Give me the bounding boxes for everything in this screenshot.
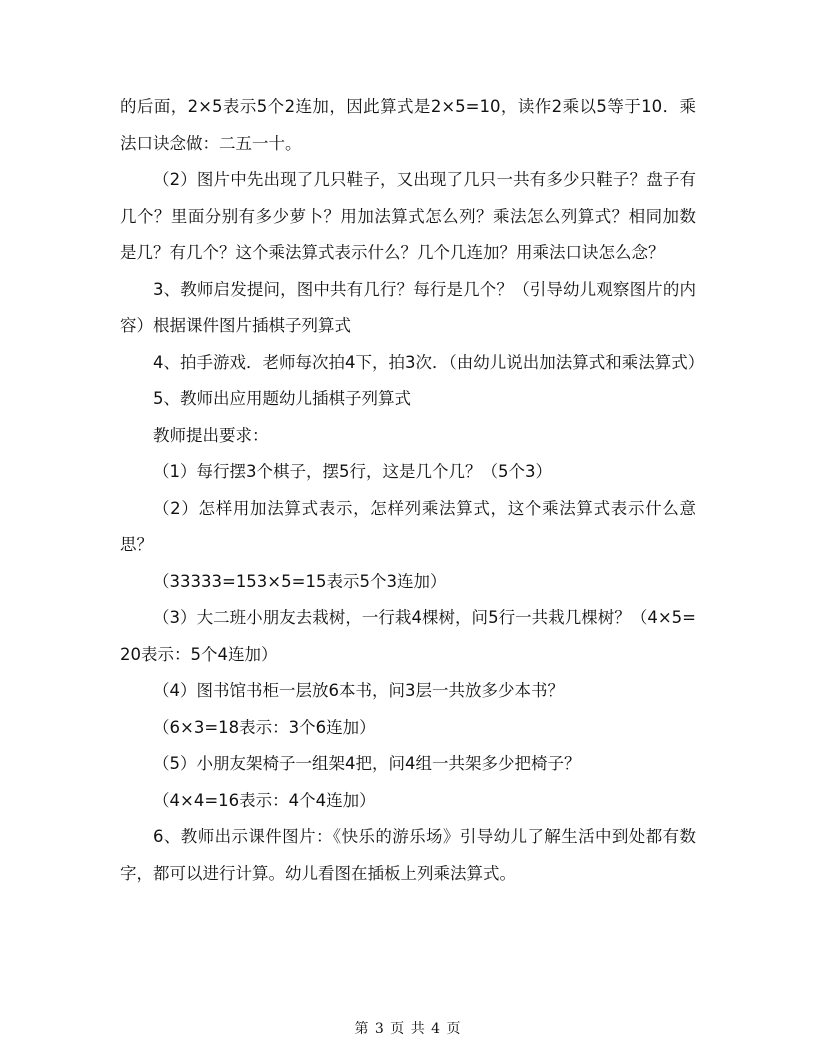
paragraph: 3、教师启发提问，图中共有几行？每行是几个？（引导幼儿观察图片的内容）根据课件图片插棋子列算式 bbox=[120, 279, 696, 335]
paragraph: （4）图书馆书柜一层放6本书，问3层一共放多少本书？ bbox=[153, 681, 564, 700]
paragraph: （2）怎样用加法算式表示，怎样列乘法算式，这个乘法算式表示什么意思？ bbox=[120, 498, 696, 554]
paragraph: 6、教师出示课件图片：《快乐的游乐场》引导幼儿了解生活中到处都有数字，都可以进行计算。幼儿看图在插板上列乘法算式。 bbox=[120, 827, 696, 883]
paragraph: （5）小朋友架椅子一组架4把，问4组一共架多少把椅子？ bbox=[153, 754, 581, 773]
paragraph: 的后面，2×5表示5个2连加，因此算式是2×5=10，读作2乘以5等于10．乘法口诀念做：二五一十。 bbox=[120, 97, 696, 153]
page-footer: 第 3 页 共 4 页 bbox=[354, 1021, 462, 1037]
paragraph: （3）大二班小朋友去栽树，一行栽4棵树，问5行一共栽几棵树？（4×5=20表示：5个4连加） bbox=[120, 608, 696, 664]
paragraph: 教师提出要求： bbox=[153, 425, 269, 445]
paragraph: （1）每行摆3个棋子，摆5行，这是几个几？（5个3） bbox=[153, 462, 552, 481]
paragraph: （33333=153×5=15表示5个3连加） bbox=[153, 571, 447, 591]
paragraph: （4×4=16表示：4个4连加） bbox=[153, 790, 376, 810]
paragraph: 5、教师出应用题幼儿插棋子列算式 bbox=[153, 389, 411, 408]
paragraph: （6×3=18表示：3个6连加） bbox=[153, 717, 376, 737]
paragraph: （2）图片中先出现了几只鞋子，又出现了几只一共有多少只鞋子？盘子有几个？里面分别有多少萝卜？用加法算式怎么列？乘法怎么列算式？相同加数是几？有几个？这个乘法算式表示什么？几个几连加？用乘法口诀怎么念？ bbox=[120, 170, 696, 262]
body-text bbox=[120, 89, 705, 892]
paragraph: 4、拍手游戏．老师每次拍4下，拍3次．（由幼儿说出加法算式和乘法算式） bbox=[153, 352, 705, 372]
